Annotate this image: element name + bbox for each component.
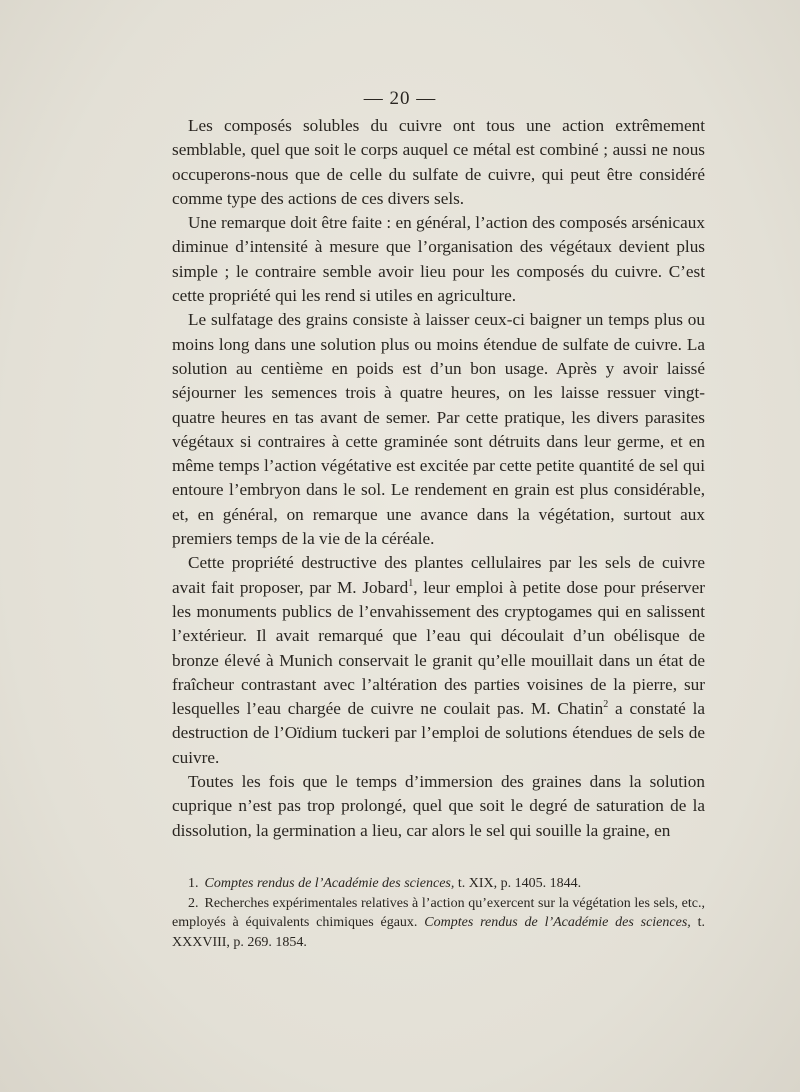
footnote-2-reference: t. XXXVIII, p. 269. 1854. (172, 915, 706, 950)
footnotes (172, 874, 705, 952)
paragraph-4-part-1: Cette propriété destructive des plantes cellulaires par les sels de cuivre avait fait proposer, par M. Jobard (172, 553, 705, 597)
footnote-1 (172, 874, 705, 894)
footnote-ref-1: 1 (408, 577, 414, 589)
paragraph-3: Le sulfatage des grains consiste à laisser ceux-ci baigner un temps plus ou moins long dans une solution plus ou moins étendue de sulfate de cuivre. La solution au centième en poids est d’un bon usage. Après y avoir laissé séjourner les semences trois à quatre heures, on les laisse ressuer vingt-quatre heures en tas avant de semer. Par cette pratique, les divers parasites végétaux si contraires à cette graminée sont détruits dans leur germe, et en même temps l’action végétative est excitée par cette petite quantité de sel qui entoure l’embryon dans le sol. Le rendement en grain est plus considérable, et, en général, on remarque une avance dans la végétation, surtout aux premiers temps de la vie de la céréale. (172, 310, 705, 549)
paragraph-4-part-3: a constaté la destruction de l’Oïdium tuckeri par l’emploi de solutions étendues de sels de cuivre. (172, 699, 705, 767)
paragraph-5: Toutes les fois que le temps d’immersion des graines dans la solution cuprique n’est pas trop prolongé, quel que soit le degré de saturation de la dissolution, la germination a lieu, car alors le sel qui souille la graine, en (172, 772, 705, 840)
footnote-2-number: 2. (188, 895, 199, 911)
footnote-2 (172, 894, 705, 953)
footnote-2-journal: Comptes rendus de l’Académie des sciences, (417, 915, 691, 930)
footnote-1-number: 1. (188, 876, 199, 891)
footnote-1-journal: Comptes rendus de l’Académie des sciences, (204, 876, 455, 891)
body-text (172, 114, 705, 843)
footnote-1-reference: t. XIX, p. 1405. 1844. (454, 876, 582, 891)
paragraph-4-part-2: , leur emploi à petite dose pour préserver les monuments publics de l’envahissement des cryptogames qui en salissent l’extérieur. Il avait remarqué que l’eau qui découlait d’un obélisque de bronze élevé à Munich conservait le granit qu’elle mouillait dans un état de fraîcheur contrastant avec l’altération des parties voisines de la pierre, sur lesquelles l’eau chargée de cuivre ne coulait pas. M. Chatin (172, 577, 705, 719)
paragraph-4 (172, 551, 705, 770)
page-number: — 20 — (363, 88, 437, 109)
paragraph-2: Une remarque doit être faite : en général, l’action des composés arsénicaux diminue d’intensité à mesure que l’organisation des végétaux devient plus simple ; le contraire semble avoir lieu pour les composés du cuivre. C’est cette propriété qui les rend si utiles en agriculture. (172, 213, 705, 306)
paragraph-1: Les composés solubles du cuivre ont tous une action extrêmement semblable, quel que soit le corps auquel ce métal est combiné ; aussi ne nous occuperons-nous que de celle du sulfate de cuivre, qui peut être considéré comme type des actions de ces divers sels. (172, 116, 705, 208)
footnote-2-title: Recherches expérimentales relatives à l’action qu’exercent sur la végétation les sels, etc., employés à équivalents chimiques égaux. (172, 895, 705, 930)
footnote-ref-2: 2 (603, 699, 609, 711)
